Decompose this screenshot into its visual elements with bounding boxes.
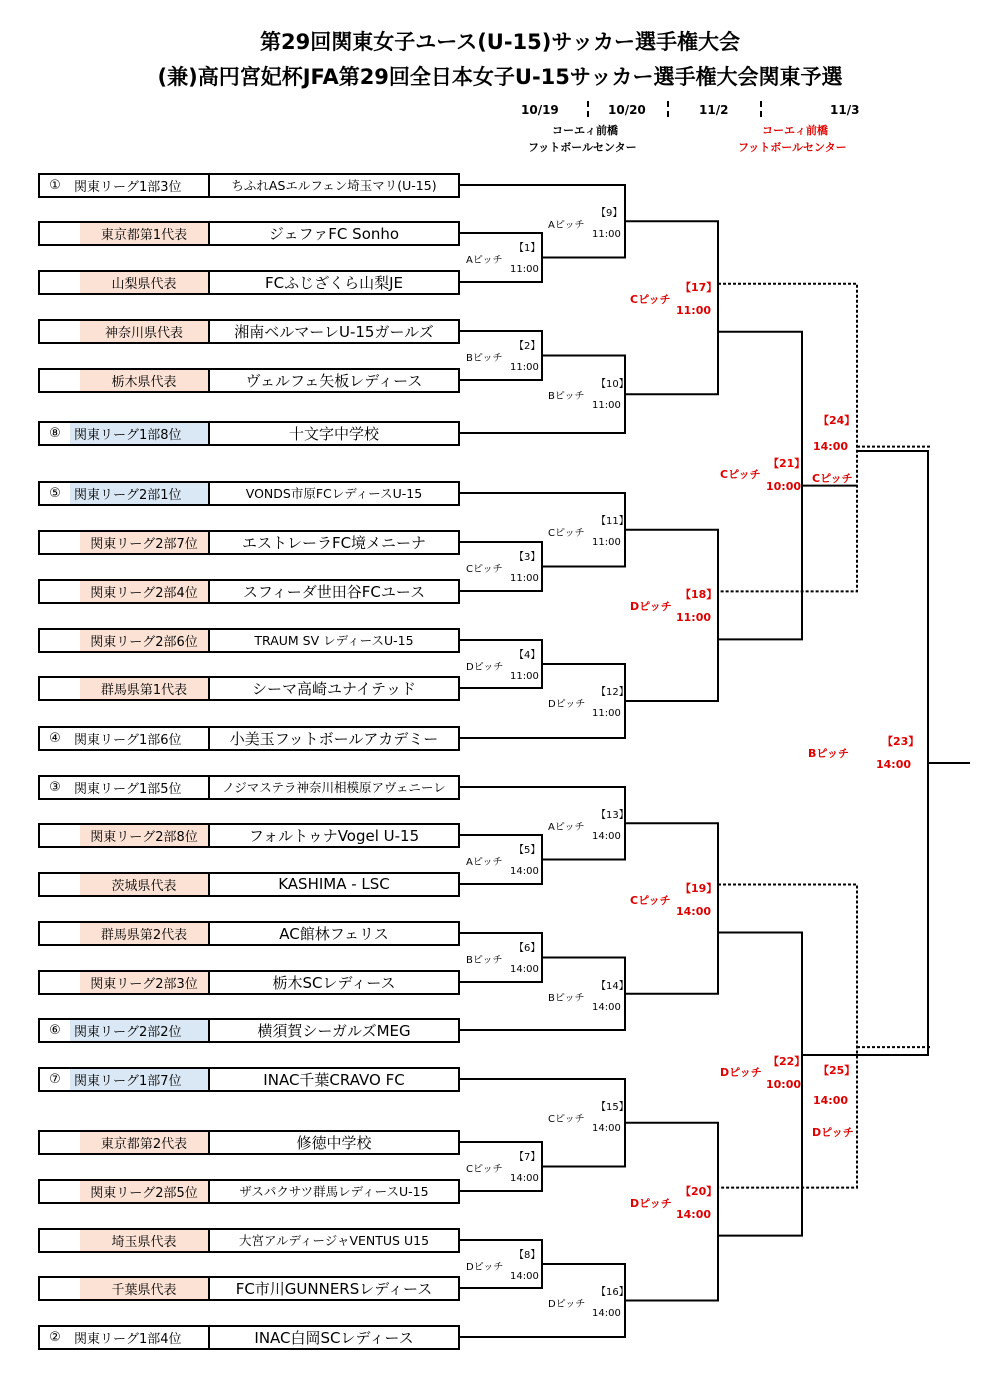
match-pitch: Dピッチ [466,1262,504,1273]
match-pitch: Cピッチ [630,292,671,306]
round3-connector [625,221,718,394]
qualification-label: 関東リーグ2部4位 [80,581,208,602]
placement-connector [718,284,857,592]
round3-connector [625,823,718,994]
team-name: 横須賀シーガルズMEG [257,1021,411,1040]
team-name: 湘南ベルマーレU-15ガールズ [234,322,434,341]
qualification-label: 千葉県代表 [80,1278,208,1299]
match-number: 【24】 [818,414,856,427]
match-number: 【23】 [882,735,920,748]
match-time: 11:00 [592,399,621,411]
qualification-label: 関東リーグ2部6位 [80,630,208,651]
team-name: 栃木SCレディース [272,973,396,992]
match-number: 【18】 [680,588,718,602]
qualification-label: 関東リーグ2部1位 [70,483,208,504]
match-number: 【8】 [514,1250,541,1261]
round1-connector [460,933,542,982]
match-pitch: Aピッチ [466,255,503,266]
match-time: 11:00 [510,362,539,373]
team-name: INAC白岡SCレディース [254,1328,414,1347]
match-time: 14:00 [510,866,539,877]
qualification-label: 茨城県代表 [80,874,208,895]
seed-number: ⑧ [49,425,61,441]
seed-number: ④ [49,730,61,746]
match-number: 【22】 [768,1055,806,1069]
match-pitch: Dピッチ [466,662,504,673]
semifinal-connector [718,933,802,1236]
date-4: 11/3 [830,103,860,117]
team-name: シーマ高崎ユナイテッド [252,679,416,698]
team-name: 大宮アルディージャVENTUS U15 [238,1233,430,1248]
qualification-label: 栃木県代表 [80,370,208,391]
match-number: 【14】 [596,980,629,992]
match-number: 【15】 [596,1102,629,1113]
match-number: 【20】 [680,1184,718,1198]
match-time: 11:00 [510,671,539,682]
match-number: 【17】 [680,280,718,294]
match-pitch: Dピッチ [630,600,672,614]
venue-black-line1: コーエィ前橋 [552,124,618,137]
match-pitch: Cピッチ [720,467,761,481]
round1-connector [460,835,542,884]
match-time: 11:00 [676,611,712,625]
team-name: INAC千葉CRAVO FC [263,1070,405,1089]
match-pitch: Bピッチ [466,353,503,364]
match-number: 【7】 [514,1152,541,1163]
qualification-label: 山梨県代表 [80,272,208,293]
match-time: 14:00 [510,1271,539,1282]
round3-connector [625,530,718,701]
match-pitch: Bピッチ [548,390,585,402]
team-name: スフィーダ世田谷FCユース [242,582,426,601]
match-number: 【3】 [514,552,541,563]
placement-connector [718,885,857,1188]
qualification-label: 関東リーグ1部4位 [74,1331,182,1347]
team-name: ヴェルフェ矢板レディース [245,371,423,390]
qualification-label: 群馬県第2代表 [80,923,208,944]
match-time: 11:00 [510,573,539,584]
match-pitch: Cピッチ [630,893,671,907]
qualification-label: 東京都第2代表 [80,1132,208,1153]
team-name: ノジマステラ神奈川相模原アヴェニーレ [222,780,446,795]
match-pitch: Dピッチ [630,1196,672,1210]
match-pitch: Dピッチ [548,1299,586,1310]
match-time: 14:00 [813,440,849,453]
date-3: 11/2 [699,103,729,117]
match-number: 【13】 [596,810,629,821]
round1-connector [460,640,542,688]
semifinal-connector [718,332,802,640]
match-number: 【5】 [514,845,541,856]
match-number: 【1】 [514,243,541,254]
match-pitch: Dピッチ [812,1126,854,1139]
team-name: 小美玉フットボールアカデミー [229,729,439,748]
match-number: 【21】 [768,456,806,470]
round1-connector [460,542,542,591]
final-connector [802,451,928,1055]
team-name: ジェファFC Sonho [268,224,400,243]
match-number: 【6】 [514,943,541,954]
match-pitch: Cピッチ [548,1114,585,1125]
match-number: 【4】 [514,650,541,661]
team-name: FCふじざくら山梨JE [264,273,403,292]
qualification-label: 関東リーグ2部3位 [80,972,208,993]
team-name: 十文字中学校 [288,424,379,443]
match-time: 11:00 [510,264,539,275]
match-time: 14:00 [676,1207,712,1221]
qualification-label: 群馬県第1代表 [80,678,208,699]
match-pitch: Bピッチ [808,747,849,760]
team-name: エストレーラFC境メニーナ [241,533,427,552]
team-name: VONDS市原FCレディースU-15 [245,486,423,501]
qualification-label: 関東リーグ2部8位 [80,825,208,846]
team-name: KASHIMA - LSC [278,875,390,893]
match-time: 14:00 [813,1094,849,1107]
team-name: AC館林フェリス [279,924,389,943]
match-pitch: Bピッチ [466,955,503,966]
match-time: 14:00 [592,1308,621,1319]
round3-connector [625,1123,718,1301]
match-number: 【16】 [596,1287,629,1298]
match-time: 11:00 [592,708,621,719]
round1-connector [460,331,542,380]
match-number: 【11】 [596,516,629,527]
round1-connector [460,233,542,282]
match-pitch: Cピッチ [548,528,585,539]
team-name: TRAUM SV レディースU-15 [254,633,414,648]
round1-connector [460,1142,542,1191]
seed-number: ⑦ [49,1071,61,1087]
match-time: 14:00 [876,758,912,771]
match-number: 【2】 [514,341,541,352]
match-time: 14:00 [592,1001,621,1013]
match-pitch: Cピッチ [812,472,853,485]
qualification-label: 関東リーグ2部5位 [80,1181,208,1202]
venue-black-line2: フットボールセンター [528,141,637,154]
match-time: 14:00 [676,904,712,918]
match-pitch: Aピッチ [548,220,585,231]
match-time: 14:00 [510,964,539,975]
team-name: ザスパクサツ群馬レディースU-15 [239,1184,429,1199]
seed-number: ⑤ [49,485,61,501]
seed-number: ② [49,1329,61,1345]
seed-number: ① [49,177,61,193]
title-line-2: (兼)高円宮妃杯JFA第29回全日本女子U-15サッカー選手権大会関東予選 [157,65,843,89]
qualification-label: 関東リーグ1部6位 [74,732,182,748]
match-number: 【19】 [680,881,718,895]
match-time: 14:00 [510,1173,539,1184]
qualification-label: 埼玉県代表 [80,1230,208,1251]
team-name: 修徳中学校 [296,1133,372,1152]
match-time: 14:00 [592,831,621,842]
venue-red-line2: フットボールセンター [738,141,847,154]
seed-number: ③ [49,779,61,795]
qualification-label: 神奈川県代表 [80,321,208,342]
match-time: 14:00 [592,1123,621,1134]
qualification-label: 東京都第1代表 [80,223,208,244]
qualification-label: 関東リーグ1部8位 [70,423,208,444]
match-time: 10:00 [766,1078,802,1092]
match-number: 【9】 [596,208,623,219]
round1-connector [460,1240,542,1288]
match-pitch: Bピッチ [548,992,585,1004]
title-line-1: 第29回関東女子ユース(U-15)サッカー選手権大会 [260,30,740,54]
date-1: 10/19 [521,103,559,117]
match-time: 11:00 [592,229,621,240]
team-name: ちふれASエルフェン埼玉マリ(U-15) [231,178,437,193]
date-2: 10/20 [608,103,646,117]
seed-number: ⑥ [49,1022,61,1038]
qualification-label: 関東リーグ2部2位 [70,1020,208,1041]
team-name: FC市川GUNNERSレディース [235,1279,433,1298]
qualification-label: 関東リーグ1部5位 [74,781,182,797]
match-pitch: Aピッチ [548,822,585,833]
match-pitch: Cピッチ [466,1164,503,1175]
team-name: フォルトゥナVogel U-15 [248,826,420,845]
match-number: 【10】 [596,378,629,390]
match-pitch: Dピッチ [548,699,586,710]
qualification-label: 関東リーグ1部7位 [70,1069,208,1090]
match-number: 【12】 [596,687,629,698]
match-pitch: Cピッチ [466,564,503,575]
qualification-label: 関東リーグ1部3位 [74,179,182,195]
match-time: 11:00 [592,537,621,548]
qualification-label: 関東リーグ2部7位 [80,532,208,553]
match-pitch: Dピッチ [720,1066,762,1080]
match-time: 11:00 [676,303,712,317]
match-time: 10:00 [766,479,802,493]
venue-red-line1: コーエィ前橋 [762,124,828,137]
match-pitch: Aピッチ [466,857,503,868]
match-number: 【25】 [818,1064,856,1077]
